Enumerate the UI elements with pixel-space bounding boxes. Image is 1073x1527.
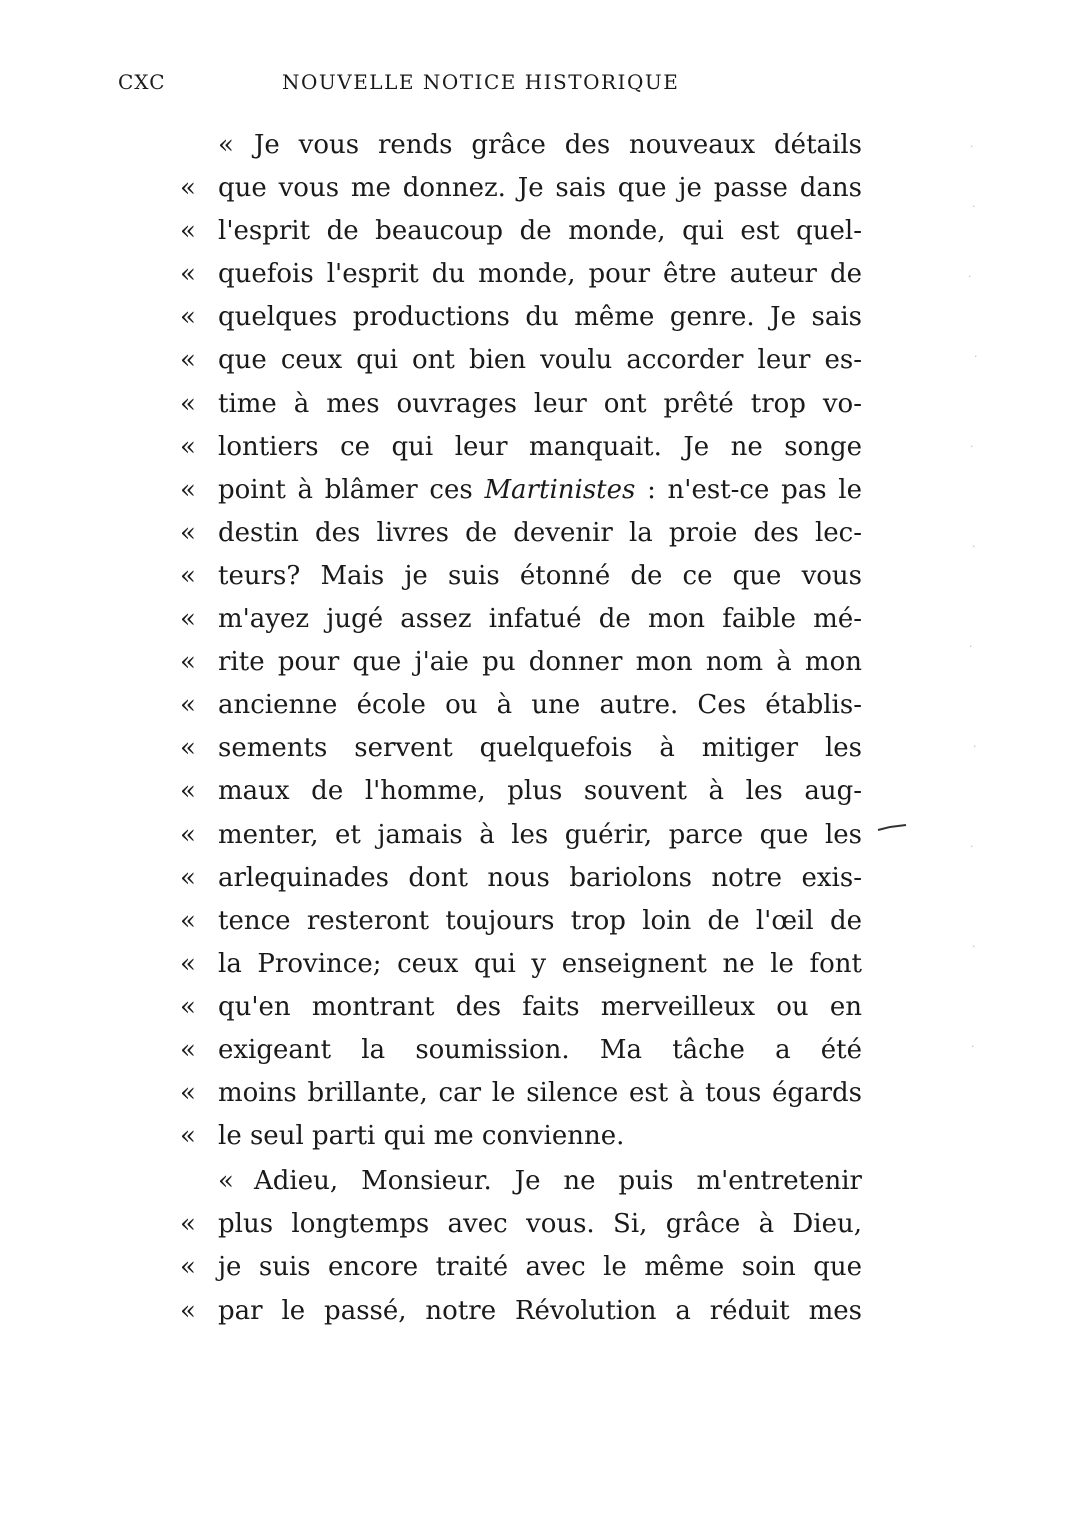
scan-speck: · [972,540,976,553]
scan-speck: · [973,740,977,753]
scan-speck: · [972,940,976,953]
line-text: arlequinades dont nous bariolons notre exis- [218,862,862,893]
margin-scan-artifacts [960,120,1000,1120]
italic-term: Martinistes [484,474,636,505]
quote-mark: « [180,216,196,247]
line-text: plus longtemps avec vous. Si, grâce à Dieu, [218,1209,862,1240]
text-line [180,943,870,986]
line-text: ancienne école ou à une autre. Ces établis- [218,690,862,721]
scan-speck: · [972,200,976,213]
quote-mark: « [180,948,196,979]
text-line [180,124,870,167]
quote-mark: « [180,690,196,721]
line-text: destin des livres de devenir la proie des lec- [218,517,862,548]
quote-mark: « [180,560,196,591]
quote-mark: « [180,776,196,807]
text-line [180,857,870,900]
text-line [180,1029,870,1072]
line-text: par le passé, notre Révolution a réduit mes [218,1295,862,1326]
quote-mark: « [180,905,196,936]
quote-mark: « [218,1166,234,1197]
line-text: rite pour que j'aie pu donner mon nom à mon [218,647,862,678]
text-line [180,339,870,382]
line-text: la Province; ceux qui y enseignent ne le font [218,948,862,979]
scan-speck: · [970,440,974,453]
quote-mark: « [180,1252,196,1283]
text-line [180,598,870,641]
quote-mark: « [180,1034,196,1065]
text-line [180,1160,870,1203]
scan-speck: · [974,350,978,363]
text-line [180,210,870,253]
scan-speck: · [971,1040,975,1053]
text-line [180,1072,870,1115]
quote-mark: « [180,345,196,376]
line-text-after: : n'est-ce pas le [635,474,862,505]
line-text [218,469,862,512]
text-line [180,426,870,469]
text-line [180,684,870,727]
line-text: teurs? Mais je suis étonné de ce que vous [218,560,862,591]
margin-pencil-mark [876,822,908,832]
quote-mark: « [180,388,196,419]
page-number: CXC [118,70,166,94]
text-line [180,1203,870,1246]
text-line [180,986,870,1029]
quote-mark: « [180,862,196,893]
quote-mark: « [180,647,196,678]
quote-mark: « [218,130,234,160]
quote-mark: « [180,1295,196,1326]
text-line [180,1246,870,1289]
line-text: je suis encore traité avec le même soin que [218,1252,862,1283]
scan-speck: · [969,640,973,653]
line-text: le seul parti qui me convienne. [218,1121,625,1152]
line-text: que vous me donnez. Je sais que je passe dans [218,173,862,204]
line-text: l'esprit de beaucoup de monde, qui est quel- [218,216,862,247]
quote-mark: « [180,1078,196,1109]
line-text: time à mes ouvrages leur ont prêté trop vo- [218,388,862,419]
text-line [180,512,870,555]
scan-speck: · [970,840,974,853]
quote-mark: « [180,604,196,635]
text-line [180,814,870,857]
line-text: menter, et jamais à les guérir, parce que les [218,819,862,850]
line-text-before: point à blâmer ces [218,474,485,505]
line-text: Je vous rends grâce des nouveaux détails [254,130,862,160]
page-header [118,70,878,110]
line-text: quefois l'esprit du monde, pour être auteur de [218,259,862,290]
text-line [180,253,870,296]
quote-mark: « [180,733,196,764]
quote-mark: « [180,1121,196,1152]
line-text: tence resteront toujours trop loin de l'œil de [218,905,862,936]
line-text: m'ayez jugé assez infatué de mon faible mé- [218,604,862,635]
line-text: moins brillante, car le silence est à tous égards [218,1078,862,1109]
line-text: exigeant la soumission. Ma tâche a été [218,1034,862,1065]
quote-mark: « [180,1209,196,1240]
text-line [180,383,870,426]
scan-speck: · [970,140,974,153]
text-line [180,296,870,339]
quote-mark: « [180,819,196,850]
quote-mark: « [180,474,196,505]
line-text: qu'en montrant des faits merveilleux ou en [218,991,862,1022]
quote-mark: « [180,991,196,1022]
quote-mark: « [180,431,196,462]
scan-speck: · [968,270,972,283]
quote-mark: « [180,302,196,333]
letter-text [180,124,870,1333]
quote-mark: « [180,517,196,548]
text-line [180,469,870,512]
text-line [180,900,870,943]
running-title: NOUVELLE NOTICE HISTORIQUE [282,70,680,94]
line-text: maux de l'homme, plus souvent à les aug- [218,776,862,807]
line-text: Adieu, Monsieur. Je ne puis m'entretenir [254,1166,862,1197]
text-line [180,641,870,684]
quote-mark: « [180,259,196,290]
line-text: sements servent quelquefois à mitiger les [218,733,862,764]
text-line [180,770,870,813]
quote-mark: « [180,173,196,204]
text-line [180,555,870,598]
text-line [180,727,870,770]
line-text: lontiers ce qui leur manquait. Je ne songe [218,431,862,462]
text-line [180,1115,870,1158]
text-line [180,1290,870,1333]
line-text: quelques productions du même genre. Je sais [218,302,862,333]
line-text: que ceux qui ont bien voulu accorder leur es- [218,345,862,376]
text-line [180,167,870,210]
